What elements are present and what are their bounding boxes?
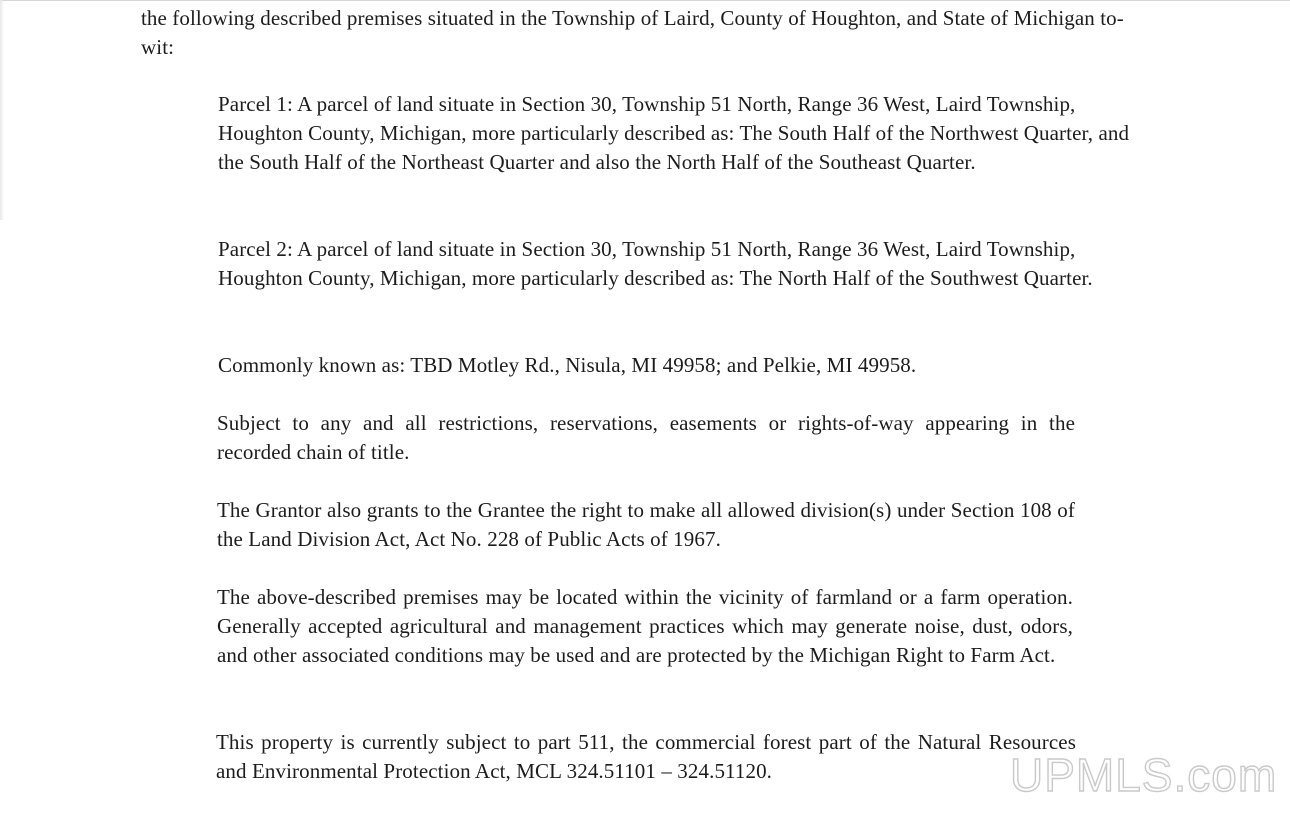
page-left-edge (0, 0, 4, 220)
land-division-paragraph: The Grantor also grants to the Grantee the right to make all allowed division(s) under Section 108 of the Land Division Act, Act No. 228 of Public Acts of 1967. (217, 498, 1075, 551)
page-top-rule (0, 0, 1290, 1)
parcel-1-description: Parcel 1: A parcel of land situate in Section 30, Township 51 North, Range 36 West, Laird Township, Houghton County, Michigan, more particularly described as: The South Half of the Northwest Quarter, and the South Half of the Northeast Quarter and also the North Half of the Southeast Quarter. (218, 92, 1130, 174)
premises-intro-paragraph: the following described premises situated in the Township of Laird, County of Houghton, and State of Michigan to-wit: (141, 6, 1124, 59)
commercial-forest-paragraph: This property is currently subject to part 511, the commercial forest part of the Natural Resources and Environmental Protection Act, MCL 324.51101 – 324.51120. (216, 730, 1076, 783)
subject-to-restrictions-paragraph: Subject to any and all restrictions, reservations, easements or rights-of-way appearing in the recorded chain of title. (217, 411, 1075, 464)
parcel-2-description: Parcel 2: A parcel of land situate in Section 30, Township 51 North, Range 36 West, Laird Township, Houghton County, Michigan, more particularly described as: The North Half of the Southwest Quarter. (218, 237, 1093, 290)
commonly-known-address: Commonly known as: TBD Motley Rd., Nisula, MI 49958; and Pelkie, MI 49958. (218, 353, 917, 377)
upmls-watermark: UPMLS.com (1010, 749, 1278, 801)
right-to-farm-paragraph: The above-described premises may be located within the vicinity of farmland or a farm operation. Generally accepted agricultural and management practices which may generate noise, dust, odors, and other associated conditions may be used and are protected by the Michigan Right to Farm Act. (217, 585, 1073, 667)
